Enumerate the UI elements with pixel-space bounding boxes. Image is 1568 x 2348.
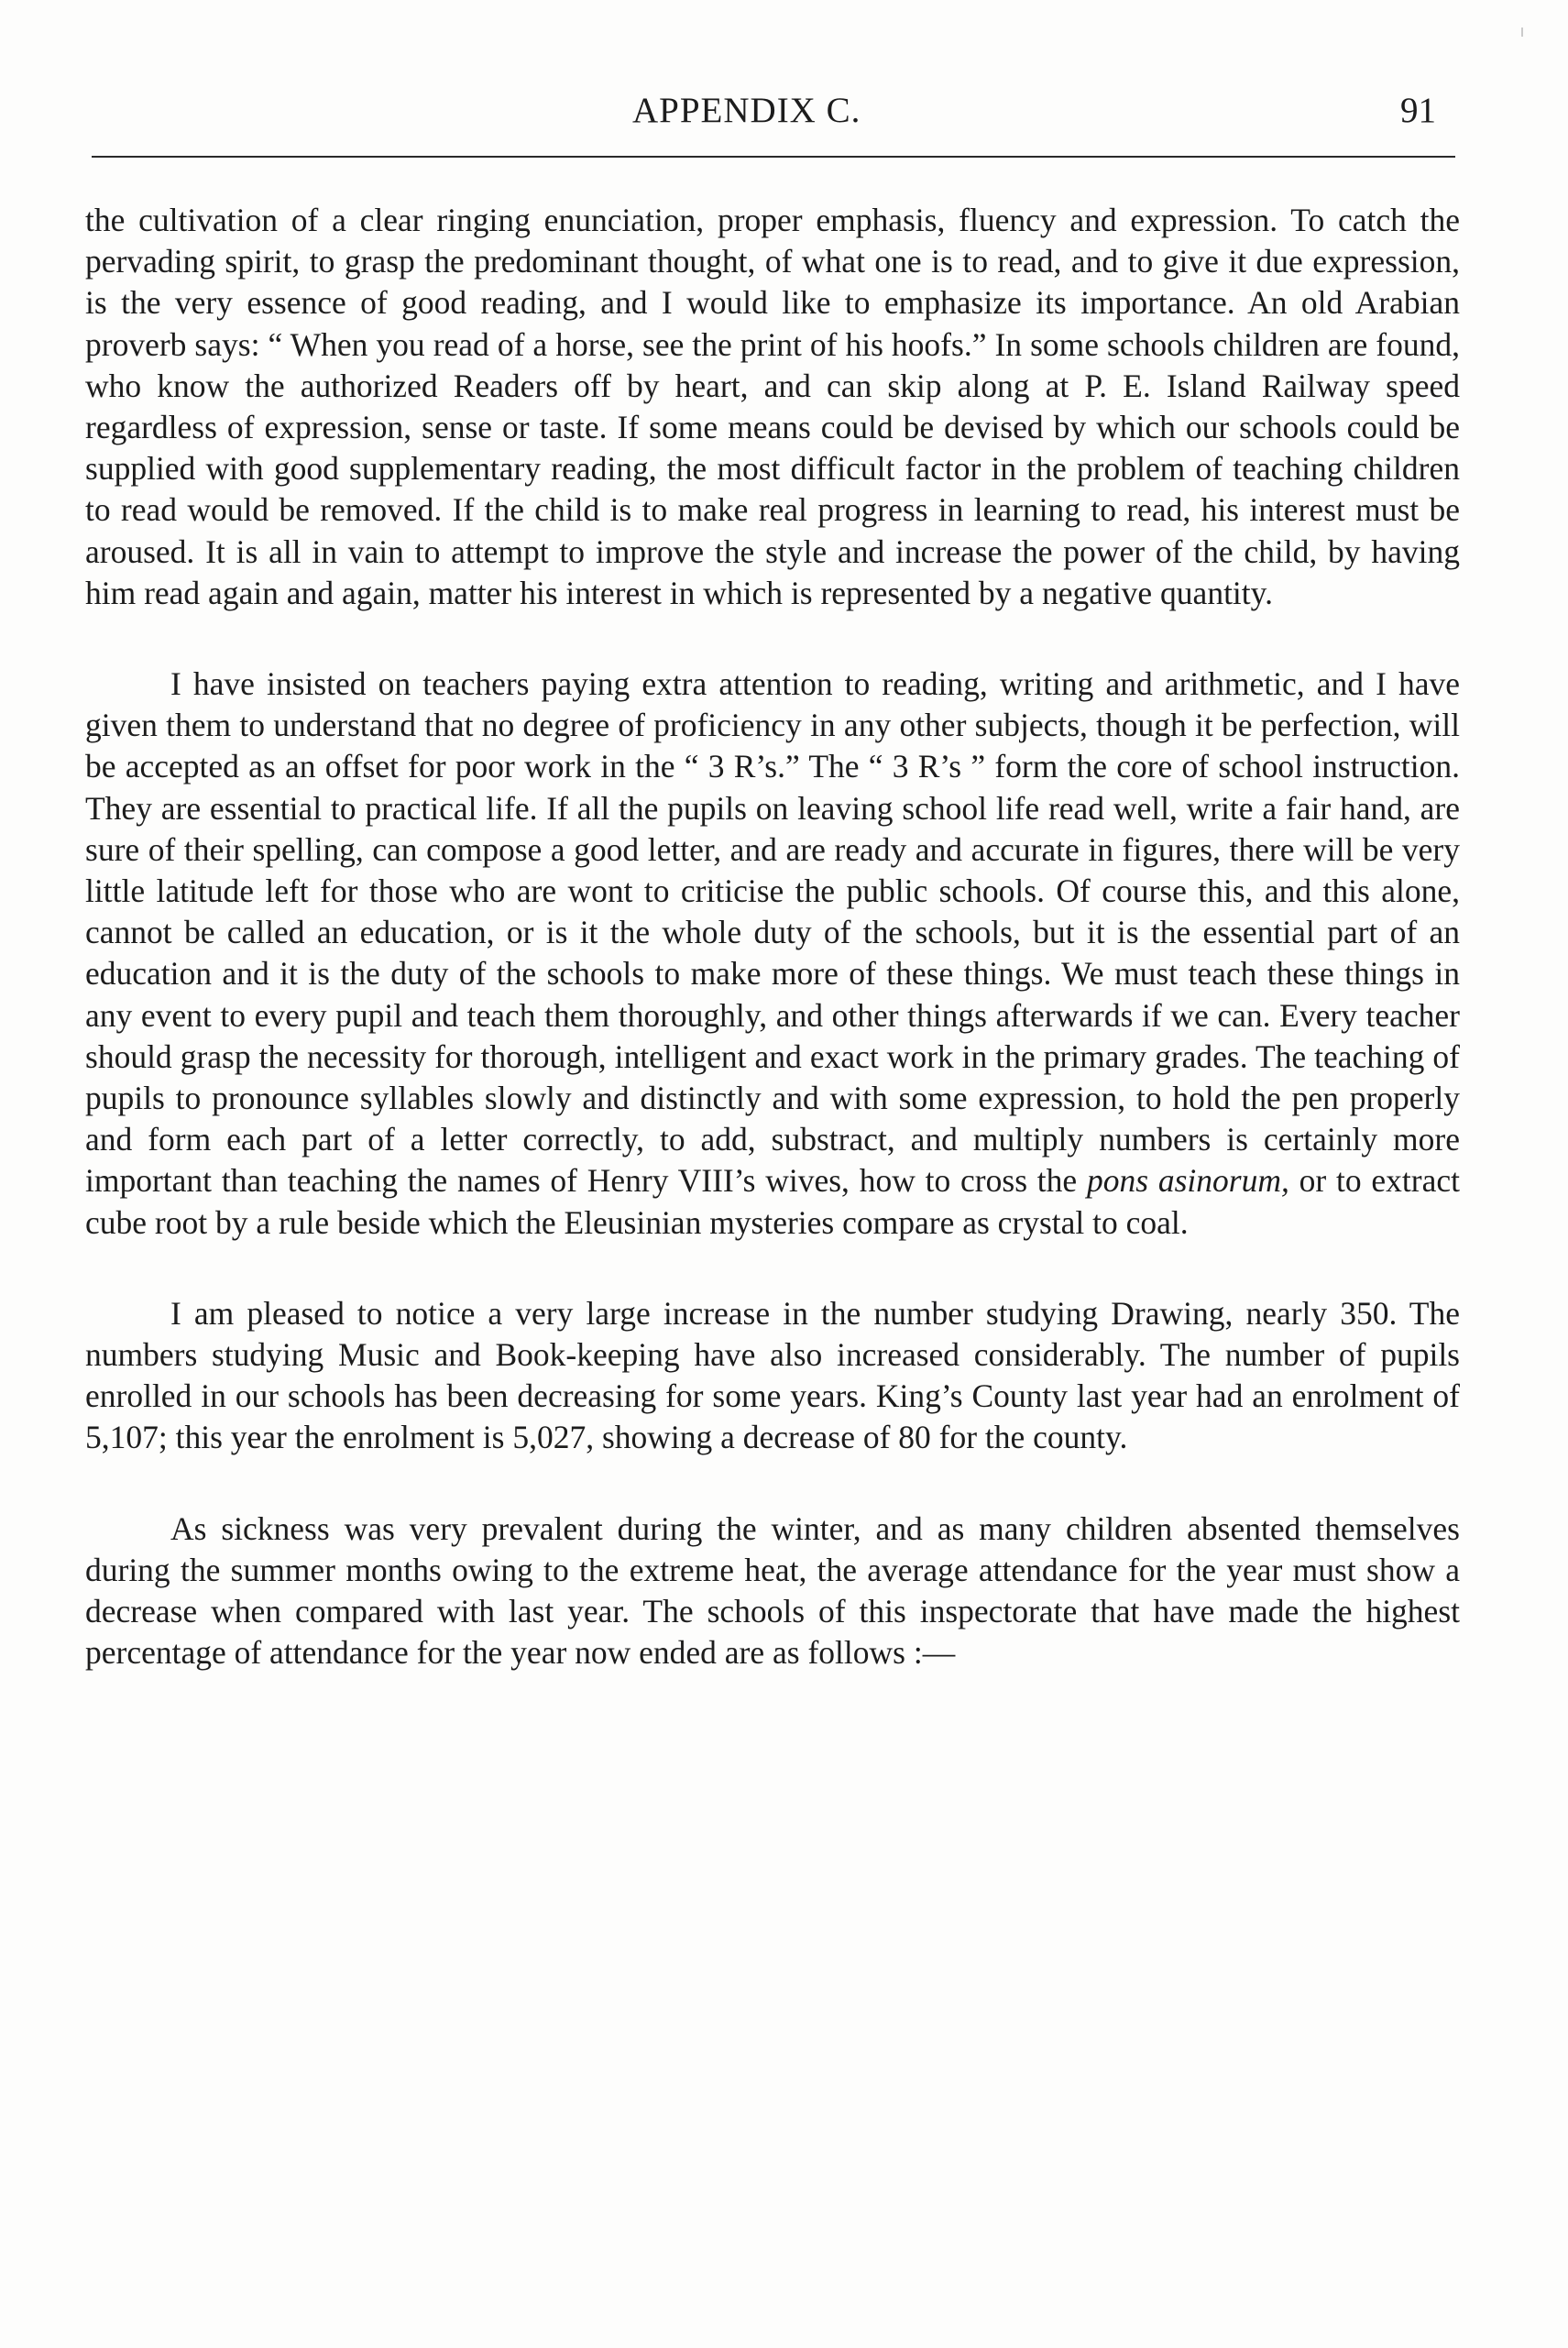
paragraph-reading bbox=[85, 200, 1460, 614]
paragraph-enrolment bbox=[85, 1293, 1460, 1459]
paragraph-three-rs bbox=[85, 664, 1460, 1244]
running-title: APPENDIX C. bbox=[632, 91, 861, 130]
paragraph-attendance bbox=[85, 1509, 1460, 1674]
paragraph-text: As sickness was very prevalent during the winter, and as many children absented themselves during the summer months owing to the extreme heat, the average attendance for the year must show a decrease when compared with last year. The schools of this inspectorate that have made the highest percentage of attendance for the year now ended are as follows :— bbox=[85, 1509, 1460, 1672]
paragraph-text: I have insisted on teachers paying extra attention to reading, writing and arithmetic, and I have given them to understand that no degree of proficiency in any other subjects, though it be perfection, will be accepted as an offset for poor work in the “ 3 R’s.” The “ 3 R’s ” form the core of school instruction. They are essential to practical life. If all the pupils on leaving school life read well, write a fair hand, are sure of their spelling, can compose a good letter, and are ready and accurate in figures, there will be very little latitude left for those who are wont to criticise the public schools. Of course this, and this alone, cannot be called an education, or is it the whole duty of the schools, but it is the essential part of an education and it is the duty of the schools to make more of these things. We must teach these things in any event to every pupil and teach them thoroughly, and other things afterwards if we can. Every teacher should grasp the necessity for thorough, intelligent and exact work in the primary grades. The teaching of pupils to pronounce syllables slowly and distinctly and with some expression, to hold the pen properly and form each part of a letter correctly, to add, substract, and multiply numbers is certainly more important than teaching the names of Henry VIII’s wives, how to cross the bbox=[85, 665, 1460, 1200]
page-header bbox=[0, 90, 1568, 136]
scan-speck bbox=[1521, 27, 1523, 37]
paragraph-text: the cultivation of a clear ringing enunciation, proper emphasis, fluency and expression. To catch the pervading spirit, to grasp the predominant thought, of what one is to read, and to give it due expression, is the very essence of good reading, and I would like to emphasize its importance. An old Arabian proverb says: “ When you read of a horse, see the print of his hoofs.” In some schools children are found, who know the authorized Readers off by heart, and can skip along at P. E. Island Railway speed regardless of expression, sense or taste. If some means could be devised by which our schools could be supplied with good supplementary reading, the most difficult factor in the problem of teaching children to read would be removed. If the child is to make real progress in learning to read, his interest must be aroused. It is all in vain to attempt to improve the style and increase the power of the child, by having him read again and again, matter his interest in which is represented by a negative quantity. bbox=[85, 202, 1460, 611]
page-number: 91 bbox=[1400, 91, 1436, 130]
italic-phrase: pons asinorum, bbox=[1086, 1162, 1289, 1200]
body-text bbox=[85, 200, 1460, 1674]
paragraph-text: I am pleased to notice a very large increase in the number studying Drawing, nearly 350. The numbers studying Music and Book-keeping have also increased considerably. The number of pupils enrolled in our schools has been decreasing for some years. King’s County last year had an enrolment of 5,107; this year the enrolment is 5,027, showing a decrease of 80 for the county. bbox=[85, 1294, 1460, 1456]
header-rule bbox=[92, 156, 1455, 158]
paragraph-text: or to extract cube root by a rule beside which the Eleusinian mysteries compare as crystal to coal. bbox=[85, 1162, 1460, 1241]
